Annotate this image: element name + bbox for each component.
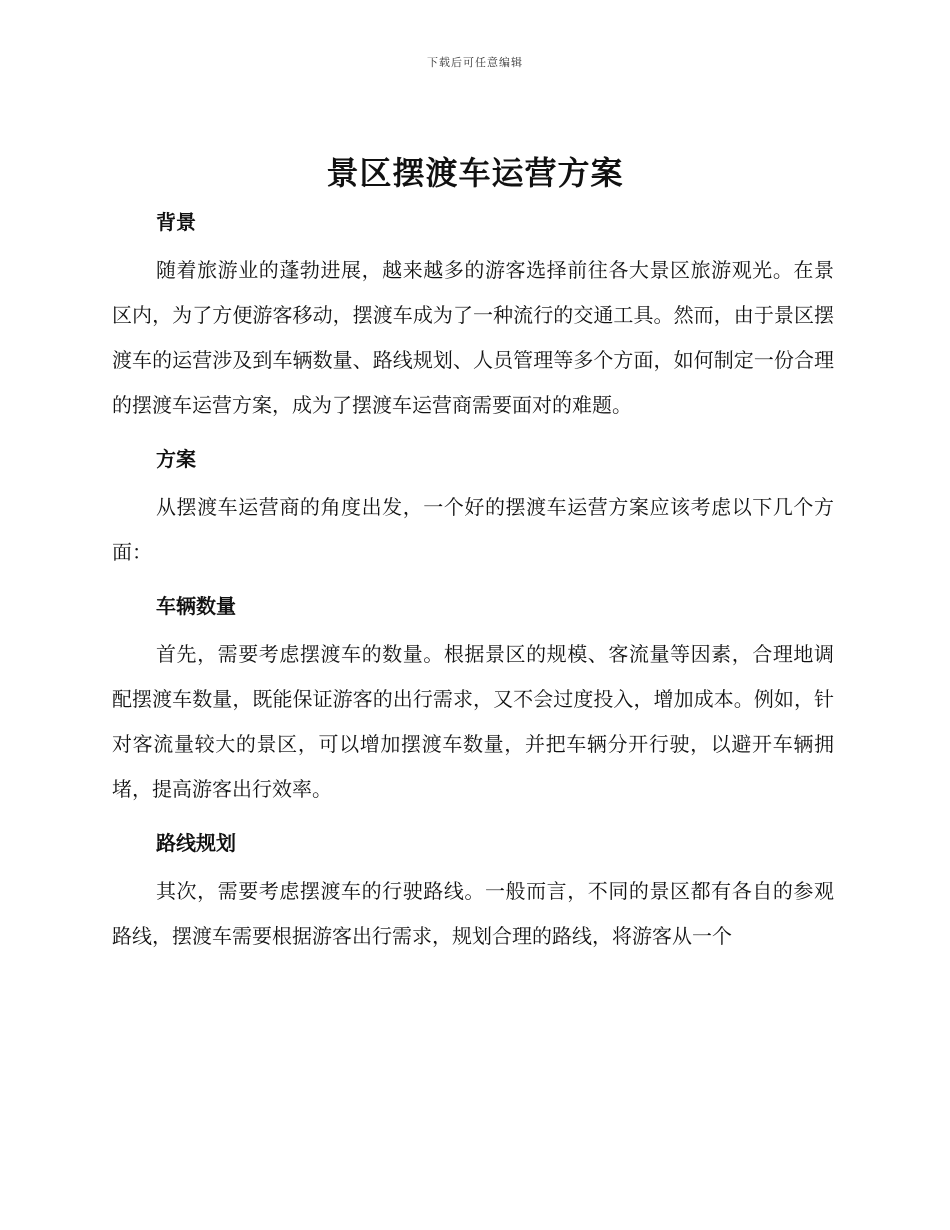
section-heading-plan: 方案 [156, 447, 196, 471]
section-paragraph-plan: 从摆渡车运营商的角度出发，一个好的摆渡车运营方案应该考虑以下几个方面： [112, 495, 834, 564]
section-heading-vehicle-count: 车辆数量 [156, 594, 236, 618]
section-paragraph-route-planning: 其次，需要考虑摆渡车的行驶路线。一般而言，不同的景区都有各自的参观路线，摆渡车需要根据游客出行需求，规划合理的路线，将游客从一个 [112, 879, 834, 948]
document-body [112, 204, 834, 972]
section-heading-route-planning: 路线规划 [156, 831, 236, 855]
header-note: 下载后可任意编辑 [427, 56, 523, 69]
section-heading-background: 背景 [156, 210, 196, 234]
section-paragraph-background: 随着旅游业的蓬勃进展，越来越多的游客选择前往各大景区旅游观光。在景区内，为了方便游客移动，摆渡车成为了一种流行的交通工具。然而，由于景区摆渡车的运营涉及到车辆数量、路线规划、人员管理等多个方面，如何制定一份合理的摆渡车运营方案，成为了摆渡车运营商需要面对的难题。 [112, 258, 834, 417]
document-title: 景区摆渡车运营方案 [326, 154, 624, 192]
section-paragraph-vehicle-count: 首先，需要考虑摆渡车的数量。根据景区的规模、客流量等因素，合理地调配摆渡车数量，既能保证游客的出行需求，又不会过度投入，增加成本。例如，针对客流量较大的景区，可以增加摆渡车数量，并把车辆分开行驶，以避开车辆拥堵，提高游客出行效率。 [112, 642, 834, 801]
